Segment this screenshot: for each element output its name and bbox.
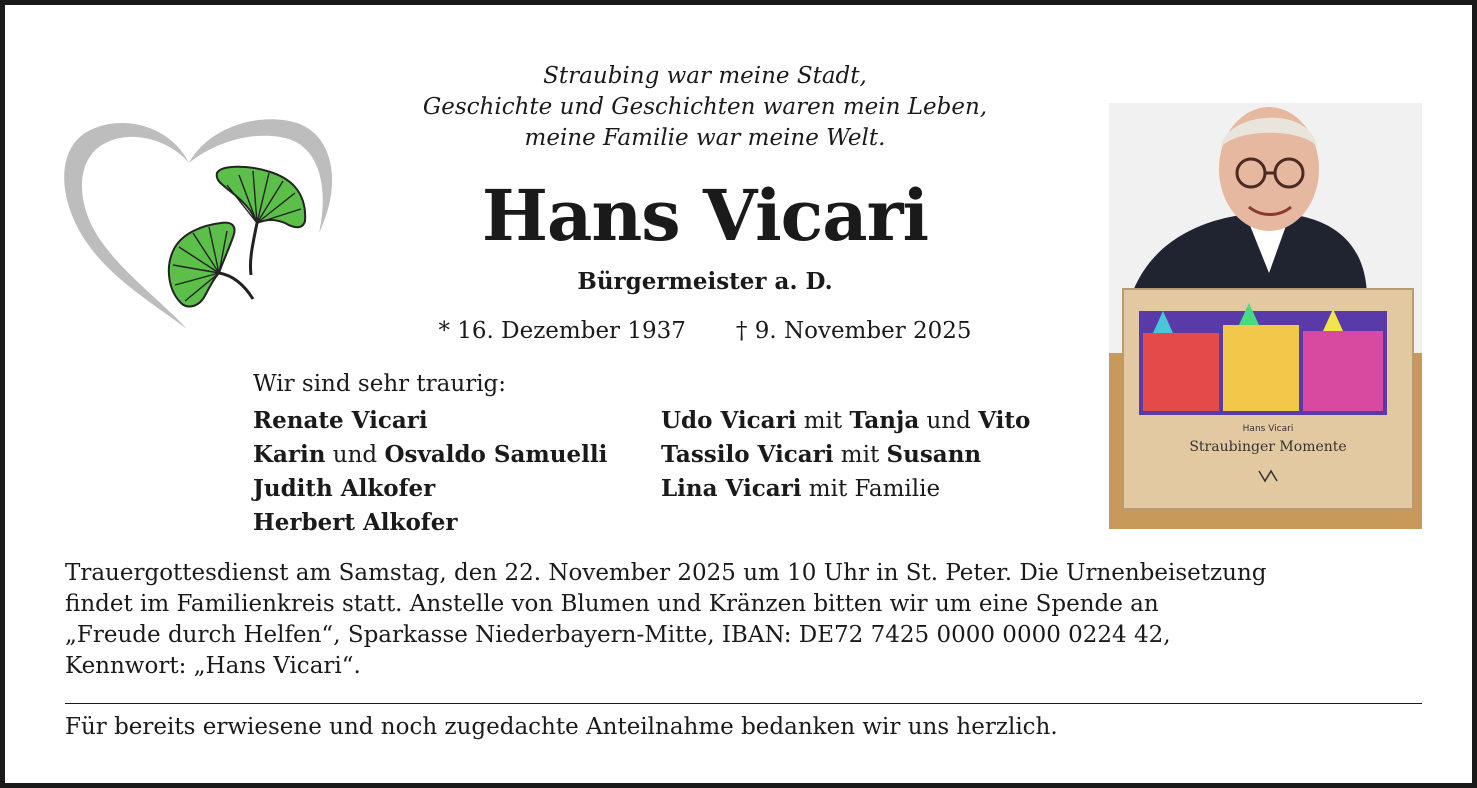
service-line: Kennwort: „Hans Vicari“. <box>65 653 361 679</box>
mourner-name: Judith Alkofer <box>253 475 436 502</box>
portrait-photo <box>1109 103 1422 529</box>
mourner-name: Karin <box>253 441 326 468</box>
mourner-name: Vito <box>978 407 1031 434</box>
mourners-intro: Wir sind sehr traurig: <box>253 371 507 397</box>
mourner-connector: und <box>325 442 385 468</box>
mourner-connector: mit Familie <box>801 476 941 502</box>
mourner-line <box>253 404 607 438</box>
motto-line: Geschichte und Geschichten waren mein Leben, <box>422 94 988 120</box>
mourner-connector: mit <box>796 408 850 434</box>
mourner-line <box>253 472 607 506</box>
deceased-title: Bürgermeister a. D. <box>577 268 833 295</box>
death-date: † 9. November 2025 <box>735 318 972 344</box>
birth-date: * 16. Dezember 1937 <box>438 318 686 344</box>
mourner-connector: mit <box>833 442 887 468</box>
mourner-name: Osvaldo Samuelli <box>384 441 608 468</box>
deceased-name: Hans Vicari <box>481 174 929 257</box>
mourner-name: Udo Vicari <box>661 407 797 434</box>
mourner-name: Renate Vicari <box>253 407 428 434</box>
service-line: Trauergottesdienst am Samstag, den 22. November 2025 um 10 Uhr in St. Peter. Die Urnenbeisetzung <box>65 560 1267 586</box>
mourner-name: Tassilo Vicari <box>661 441 834 468</box>
heart-ginkgo-icon <box>57 103 339 333</box>
book-title: Straubinger Momente <box>1189 439 1347 455</box>
mourner-name: Susann <box>886 441 982 468</box>
service-details <box>65 558 1425 682</box>
motto <box>305 61 1105 154</box>
service-line: „Freude durch Helfen“, Sparkasse Niederbayern-Mitte, IBAN: DE72 7425 0000 0000 0224 42, <box>65 622 1171 648</box>
mourners-right-column <box>661 404 1030 506</box>
mourner-line <box>253 506 607 540</box>
portrait-illustration <box>1109 103 1422 529</box>
mourners-left-column <box>253 404 607 540</box>
mourner-line <box>253 438 607 472</box>
service-line: findet im Familienkreis statt. Anstelle von Blumen und Kränzen bitten wir um eine Spende an <box>65 591 1159 617</box>
divider <box>65 703 1422 704</box>
mourner-line <box>661 472 1030 506</box>
mourner-line <box>661 438 1030 472</box>
book-author: Hans Vicari <box>1242 424 1294 434</box>
mourner-name: Tanja <box>849 407 920 434</box>
mourner-name: Lina Vicari <box>661 475 802 502</box>
motto-line: Straubing war meine Stadt, <box>543 63 867 89</box>
mourner-connector: und <box>919 408 979 434</box>
motto-line: meine Familie war meine Welt. <box>524 125 886 151</box>
thanks-text: Für bereits erwiesene und noch zugedachte Anteilnahme bedanken wir uns herzlich. <box>65 714 1058 740</box>
mourner-name: Herbert Alkofer <box>253 509 458 536</box>
mourner-line <box>661 404 1030 438</box>
life-dates <box>305 316 1105 346</box>
